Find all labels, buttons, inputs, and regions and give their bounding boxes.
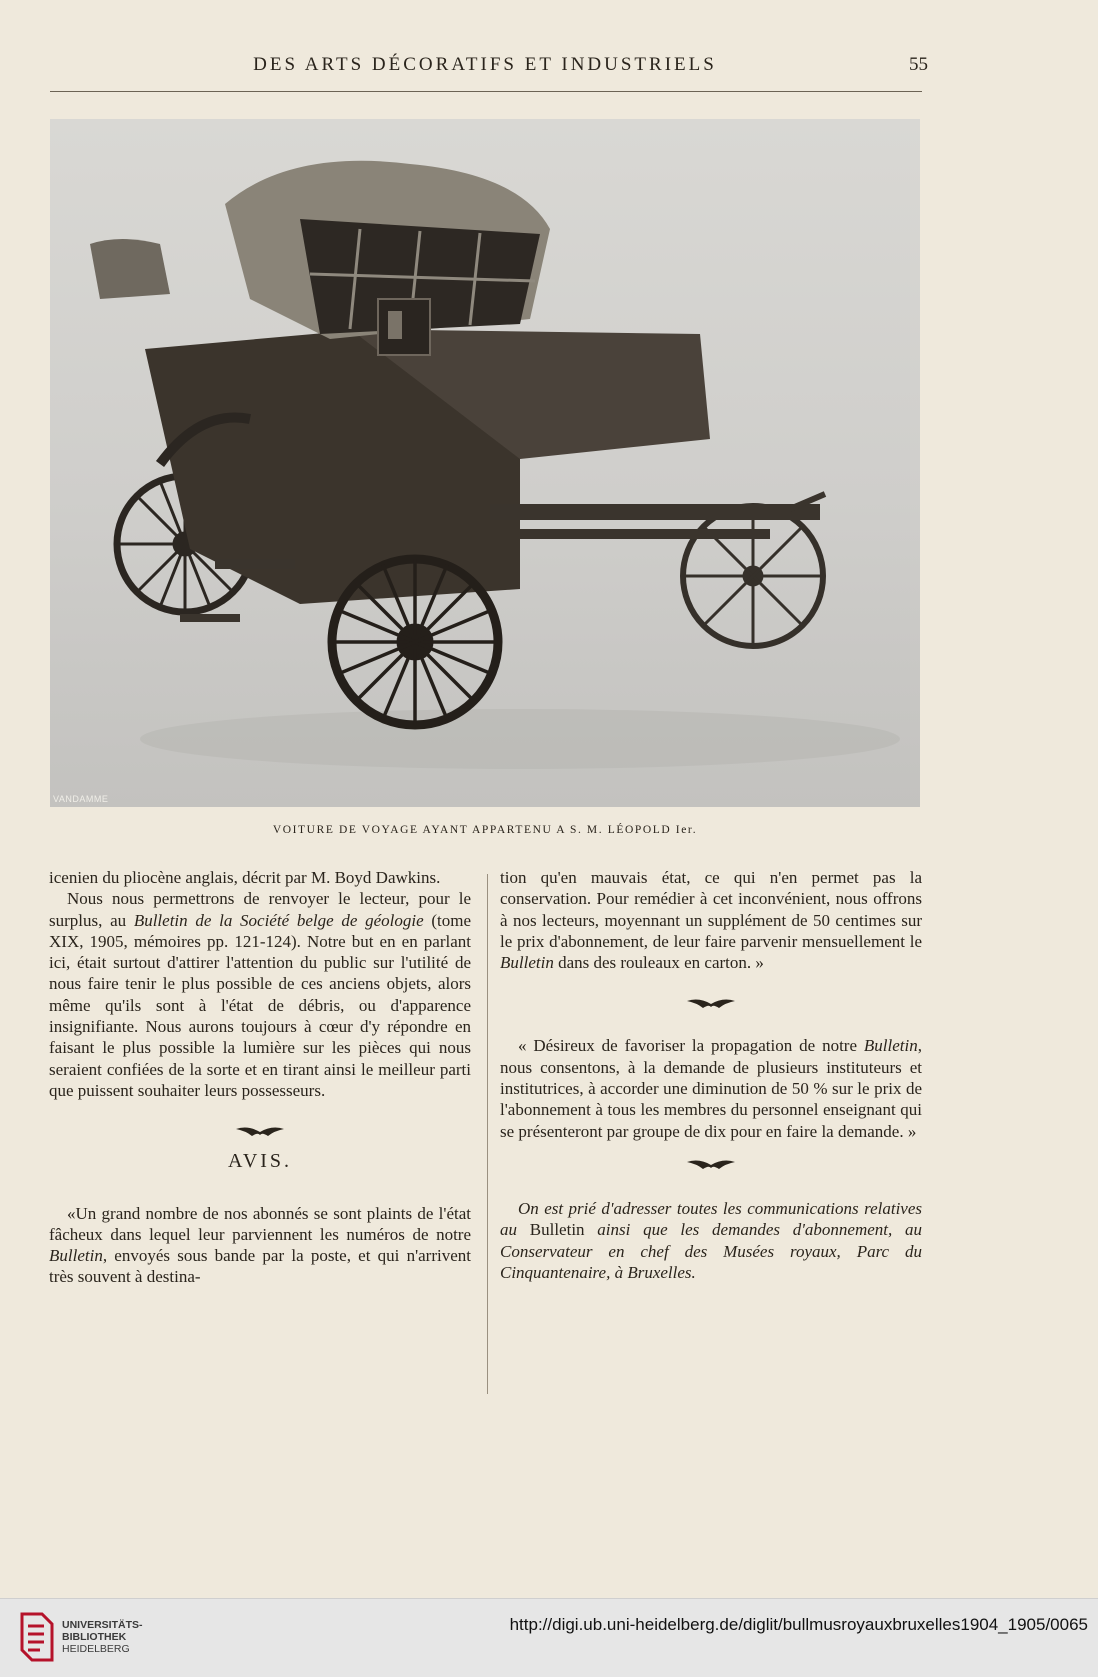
text-run: On est prié d'adresser toutes les communications relatives au bbox=[500, 1198, 922, 1240]
journal-title: Bulletin bbox=[863, 1036, 918, 1056]
paragraph bbox=[49, 888, 471, 1101]
carriage-photograph bbox=[50, 119, 920, 807]
paragraph: icenien du pliocène anglais, décrit par M. Boyd Dawkins. bbox=[49, 868, 441, 887]
library-logo-icon[interactable] bbox=[16, 1610, 56, 1664]
page-number: 55 bbox=[909, 54, 928, 75]
fleuron-ornament bbox=[685, 1156, 737, 1172]
section-heading: AVIS. bbox=[227, 1150, 293, 1173]
paragraph bbox=[49, 1203, 471, 1288]
text-run: , nous consentons, à la demande de plusieurs instituteurs et institutrices, à accorder une diminution de 50 % sur le prix de l'abonnement à tous les membres du personnel enseignant qui se présenteront par groupe de dix pour en faire la demande. » bbox=[500, 1036, 922, 1141]
carriage-illustration bbox=[50, 119, 920, 807]
header-rule bbox=[50, 91, 922, 92]
library-name-line: BIBLIOTHEK bbox=[62, 1631, 127, 1643]
text-run: , envoyés sous bande par la poste, et qui n'arrivent très souvent à destina- bbox=[49, 1246, 471, 1287]
viewer-footer bbox=[0, 1598, 1098, 1677]
text-run: Nous nous permettrons de renvoyer le lecteur, pour le surplus, au bbox=[49, 889, 471, 930]
paragraph bbox=[500, 867, 922, 973]
text-run: (tome XIX, 1905, mémoires pp. 121-124). Notre but en en parlant ici, était surtout d'attirer l'attention du public sur l'utilité de nous faire tenir le plus possible de ces anciens objets, alors même qu'ils sont à l'état de débris, ou d'apparence insignifiante. Nous aurons toujours à cœur d'y répondre en faisant le plus possible la lumière sur les pièces qui nous seraient confiées de la sorte et en tirant ainsi le meilleur parti que puissent souhaiter leurs possesseurs. bbox=[49, 910, 471, 1100]
left-column bbox=[49, 867, 471, 1288]
notice-paragraph bbox=[500, 1198, 922, 1283]
photo-credit: VANDAMME bbox=[53, 794, 109, 804]
column-divider bbox=[487, 874, 488, 1394]
text-run: ainsi que les demandes d'abonnement, au Conservateur en chef des Musées royaux, Parc du Cinquantenaire, à Bruxelles. bbox=[500, 1220, 923, 1282]
text-run: «Un grand nombre de nos abonnés se sont plaints de l'état fâcheux dans lequel leur parviennent les numéros de notre bbox=[49, 1203, 471, 1244]
figure-caption: VOITURE DE VOYAGE AYANT APPARTENU A S. M. LÉOPOLD Ier. bbox=[272, 824, 698, 836]
fleuron-ornament bbox=[234, 1123, 286, 1139]
library-name-line: HEIDELBERG bbox=[62, 1643, 130, 1655]
journal-title: Bulletin de la Société belge de géologie bbox=[133, 910, 424, 930]
text-run: « Désireux de favoriser la propagation de notre bbox=[518, 1036, 864, 1056]
paragraph bbox=[500, 1035, 922, 1141]
running-header: DES ARTS DÉCORATIFS ET INDUSTRIELS bbox=[253, 54, 717, 75]
library-name[interactable] bbox=[62, 1619, 143, 1655]
text-run: tion qu'en mauvais état, ce qui n'en permet pas la conservation. Pour remédier à cet inconvénient, nous offrons à nos lecteurs, moyennant un supplément de 50 centimes sur le prix d'abonnement, de leur faire parvenir mensuellement le bbox=[500, 868, 922, 951]
text-run: dans des rouleaux en carton. » bbox=[553, 953, 764, 973]
library-name-line: UNIVERSITÄTS- bbox=[62, 1619, 143, 1631]
journal-title: Bulletin bbox=[529, 1220, 585, 1240]
fleuron-ornament bbox=[685, 995, 737, 1011]
journal-title: Bulletin bbox=[500, 953, 554, 973]
right-column bbox=[500, 867, 922, 1283]
journal-title: Bulletin bbox=[49, 1246, 103, 1266]
permalink-url[interactable]: http://digi.ub.uni-heidelberg.de/diglit/bullmusroyauxbruxelles1904_1905/0065 bbox=[509, 1615, 1088, 1634]
